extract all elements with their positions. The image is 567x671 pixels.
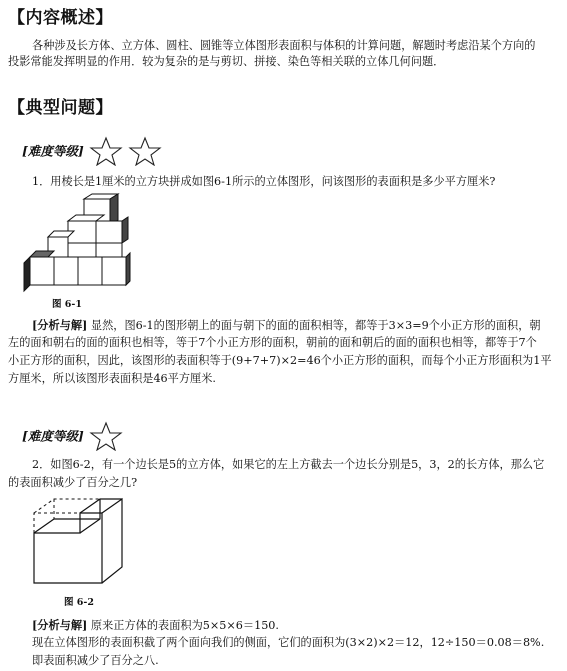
analysis-label: [分析与解] [32,318,88,332]
figure-6-2-caption: 图 6-2 [64,597,94,608]
overview-line-2: 投影常能发挥明显的作用．较为复杂的是与剪切、拼接、染色等相关联的立体几何问题． [8,55,445,68]
difficulty-label: [难度等级] [22,428,84,444]
difficulty-row-2 [22,421,123,451]
star-icon [89,421,123,451]
analysis-text: 显然，图6-1的图形朝上的面与朝下的面的面积相等，都等于3×3=9个小正方形的面积，朝 [90,319,541,332]
star-icon [89,136,123,166]
question-2-line-1: 2．如图6-2，有一个边长是5的立方体，如果它的左上方截去一个边长分别是5，3，2的长方体，那么它 [32,458,545,471]
analysis-label: [分析与解] [32,618,88,632]
star-icon [128,136,162,166]
analysis-1-line-1 [32,316,541,335]
section-title-typical-problems: 【典型问题】 [8,98,113,118]
analysis-1-line-2: 左的面和朝右的面的面积也相等，等于7个小正方形的面积，朝前的面和朝后的面的面积也相等，都等于7个 [8,336,537,349]
analysis-1-line-4: 方厘米，所以该图形表面积是46平方厘米. [8,372,216,385]
difficulty-row-1 [22,136,162,166]
difficulty-label: [难度等级] [22,143,84,159]
analysis-2-line-1 [32,616,279,635]
analysis-1-line-3: 小正方形的面积，因此，该图形的表面积等于(9+7+7)×2=46个小正方形的面积，而每个小正方形面积为1平 [8,354,552,367]
analysis-text: 原来正方体的表面积为5×5×6＝150. [90,619,279,632]
question-2-line-2: 的表面积减少了百分之几? [8,476,138,489]
figure-6-2-cut-cube [28,497,128,587]
overview-line-1: 各种涉及长方体、立方体、圆柱、圆锥等立体图形表面积与体积的计算问题，解题时考虑沿某个方向的 [32,39,536,52]
question-1: 1．用棱长是1厘米的立方块拼成如图6-1所示的立体图形，问该图形的表面积是多少平方厘米? [32,175,496,188]
figure-6-1-caption: 图 6-1 [52,299,82,310]
figure-6-1-cube-stack [20,193,135,293]
analysis-2-line-3: 即表面积减少了百分之八. [32,654,159,667]
analysis-2-line-2: 现在立体图形的表面积截了两个面向我们的侧面，它们的面积为(3×2)×2＝12，12÷150＝0.08＝8%. [32,636,545,649]
section-title-overview: 【内容概述】 [8,8,113,28]
